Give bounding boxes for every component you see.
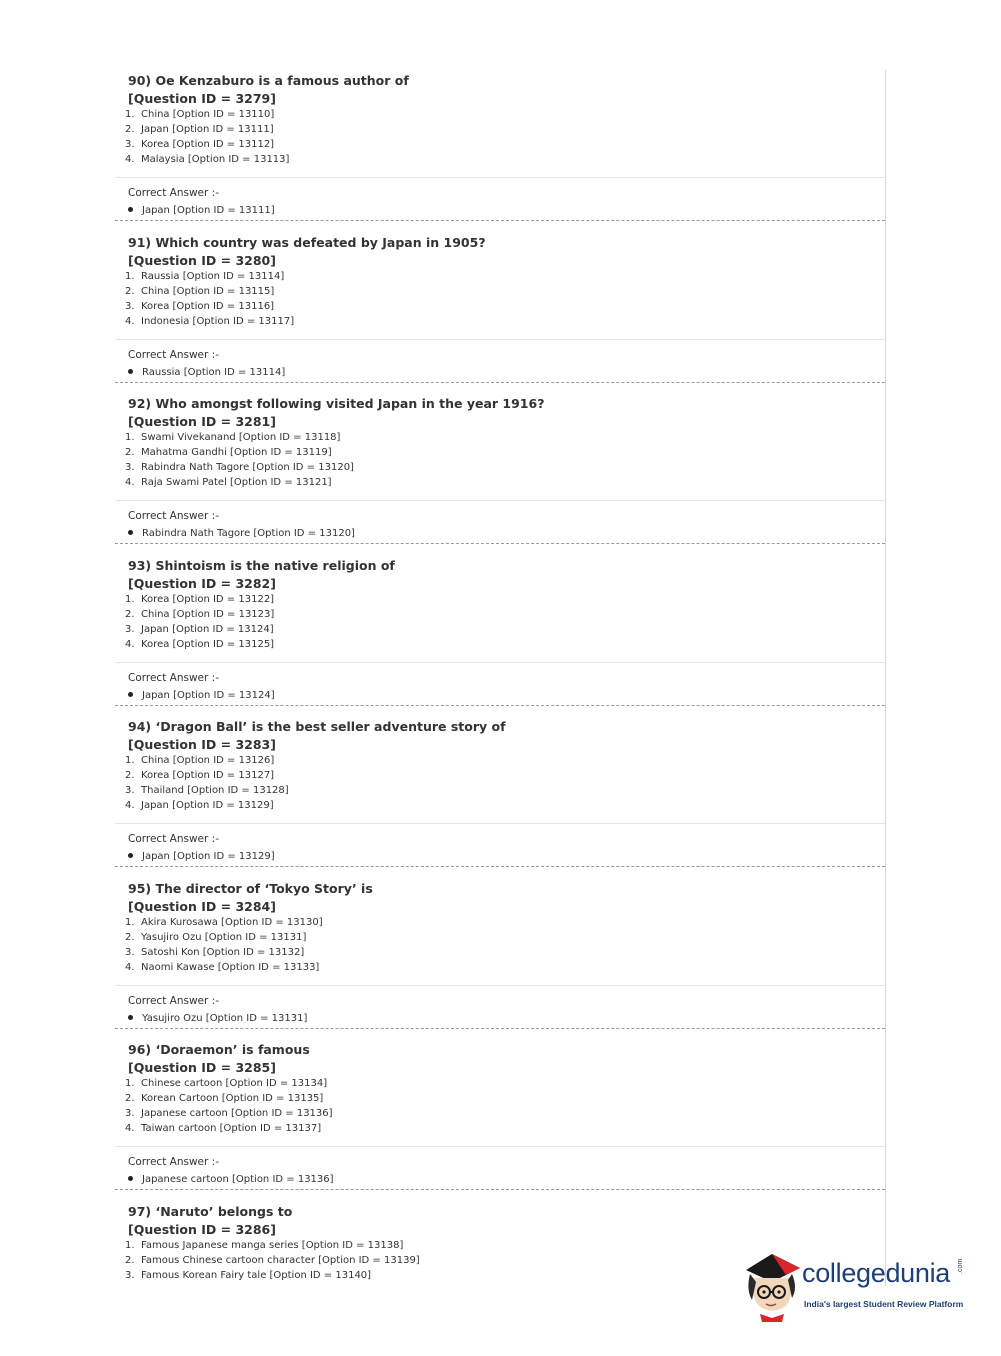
option-number: 2. [125,609,135,620]
option-text: Japan [Option ID = 13129] [141,800,274,811]
question-id: [Question ID = 3285] [128,1060,276,1075]
correct-answer-label: Correct Answer :- [128,349,219,361]
correct-answer-label: Correct Answer :- [128,995,219,1007]
question-separator [115,866,885,867]
option-number: 1. [125,1240,135,1251]
question-title: 97) ‘Naruto’ belongs to [128,1204,293,1219]
correct-answer-value [115,364,885,382]
option-text: China [Option ID = 13123] [141,609,275,620]
correct-answer-value [115,202,885,220]
option-number: 3. [125,1270,135,1281]
question-header [115,557,885,592]
option-item [115,930,885,945]
option-list [115,430,885,490]
question-block [115,880,885,1024]
option-list [115,269,885,329]
question-block [115,1041,885,1185]
question-header [115,234,885,269]
correct-answer-label: Correct Answer :- [128,672,219,684]
correct-answer-text: Japanese cartoon [Option ID = 13136] [142,1174,334,1185]
option-text: Korea [Option ID = 13122] [141,594,275,605]
option-item [115,122,885,137]
option-number: 3. [125,785,135,796]
question-separator [115,1028,885,1029]
option-text: Korea [Option ID = 13127] [141,770,275,781]
option-text: Swami Vivekanand [Option ID = 13118] [141,432,341,443]
option-number: 3. [125,624,135,635]
option-number: 2. [125,447,135,458]
question-id: [Question ID = 3283] [128,737,276,752]
option-item [115,152,885,167]
question-title: 93) Shintoism is the native religion of [128,558,395,573]
question-block [115,234,885,378]
question-separator [115,705,885,706]
question-id: [Question ID = 3280] [128,253,276,268]
option-number: 3. [125,462,135,473]
option-number: 1. [125,594,135,605]
option-text: Raussia [Option ID = 13114] [141,271,285,282]
option-item [115,798,885,813]
option-number: 3. [125,301,135,312]
option-item [115,768,885,783]
correct-answer-box [115,500,885,543]
question-id: [Question ID = 3282] [128,576,276,591]
option-text: Japan [Option ID = 13111] [141,124,274,135]
option-text: Indonesia [Option ID = 13117] [141,316,295,327]
question-block [115,395,885,539]
correct-answer-box [115,985,885,1028]
option-number: 4. [125,1123,135,1134]
option-number: 2. [125,286,135,297]
option-number: 2. [125,1093,135,1104]
correct-answer-text: Japan [Option ID = 13124] [142,690,275,701]
option-item [115,1076,885,1091]
correct-answer-label: Correct Answer :- [128,510,219,522]
option-text: Korea [Option ID = 13112] [141,139,275,150]
option-text: China [Option ID = 13126] [141,755,275,766]
correct-answer-box [115,339,885,382]
option-number: 4. [125,316,135,327]
option-item [115,430,885,445]
logo-tagline: India's largest Student Review Platform [804,1299,964,1309]
question-title: 91) Which country was defeated by Japan in 1905? [128,235,486,250]
correct-answer-box [115,177,885,220]
option-item [115,945,885,960]
option-list [115,1076,885,1136]
bullet-icon [128,853,133,858]
question-header [115,395,885,430]
question-id: [Question ID = 3286] [128,1222,276,1237]
option-text: Mahatma Gandhi [Option ID = 13119] [141,447,332,458]
question-separator [115,220,885,221]
question-title: 92) Who amongst following visited Japan in the year 1916? [128,396,545,411]
option-text: Korea [Option ID = 13116] [141,301,275,312]
option-text: Japanese cartoon [Option ID = 13136] [141,1108,333,1119]
question-separator [115,382,885,383]
option-text: Famous Chinese cartoon character [Option ID = 13139] [141,1255,420,1266]
option-text: Rabindra Nath Tagore [Option ID = 13120] [141,462,354,473]
question-title: 96) ‘Doraemon’ is famous [128,1042,310,1057]
option-text: Raja Swami Patel [Option ID = 13121] [141,477,332,488]
option-text: Naomi Kawase [Option ID = 13133] [141,962,320,973]
question-id: [Question ID = 3284] [128,899,276,914]
option-list [115,592,885,652]
question-block [115,72,885,216]
option-text: Japan [Option ID = 13124] [141,624,274,635]
option-item [115,960,885,975]
bullet-icon [128,530,133,535]
option-number: 3. [125,947,135,958]
option-number: 2. [125,770,135,781]
option-text: Thailand [Option ID = 13128] [141,785,289,796]
correct-answer-value [115,687,885,705]
question-header [115,880,885,915]
option-item [115,107,885,122]
option-text: Famous Japanese manga series [Option ID = 13138] [141,1240,404,1251]
option-text: China [Option ID = 13110] [141,109,275,120]
option-item [115,269,885,284]
option-number: 2. [125,932,135,943]
option-number: 2. [125,1255,135,1266]
correct-answer-box [115,1146,885,1189]
option-item [115,1121,885,1136]
option-item [115,753,885,768]
bullet-icon [128,1176,133,1181]
option-item [115,475,885,490]
option-item [115,622,885,637]
question-header [115,718,885,753]
option-item [115,284,885,299]
option-number: 1. [125,271,135,282]
option-text: Malaysia [Option ID = 13113] [141,154,290,165]
correct-answer-value [115,1010,885,1028]
correct-answer-text: Yasujiro Ozu [Option ID = 13131] [142,1013,308,1024]
option-item [115,314,885,329]
option-item [115,445,885,460]
question-id: [Question ID = 3279] [128,91,276,106]
question-title: 90) Oe Kenzaburo is a famous author of [128,73,409,88]
option-number: 1. [125,917,135,928]
correct-answer-value [115,525,885,543]
question-paper [115,70,886,1286]
option-number: 3. [125,139,135,150]
option-text: Korean Cartoon [Option ID = 13135] [141,1093,324,1104]
bullet-icon [128,1015,133,1020]
option-text: Chinese cartoon [Option ID = 13134] [141,1078,328,1089]
option-number: 1. [125,432,135,443]
option-item [115,915,885,930]
question-title: 94) ‘Dragon Ball’ is the best seller adventure story of [128,719,506,734]
correct-answer-label: Correct Answer :- [128,187,219,199]
option-number: 4. [125,154,135,165]
question-separator [115,1189,885,1190]
option-number: 4. [125,800,135,811]
option-list [115,107,885,167]
option-number: 1. [125,755,135,766]
option-number: 4. [125,477,135,488]
correct-answer-value [115,1171,885,1189]
option-text: China [Option ID = 13115] [141,286,275,297]
student-mascot-icon [742,1248,802,1322]
correct-answer-value [115,848,885,866]
option-number: 4. [125,962,135,973]
option-item [115,607,885,622]
question-title: 95) The director of ‘Tokyo Story’ is [128,881,373,896]
option-text: Korea [Option ID = 13125] [141,639,275,650]
correct-answer-text: Raussia [Option ID = 13114] [142,367,286,378]
option-number: 3. [125,1108,135,1119]
logo-wordmark: collegedunia [802,1258,951,1288]
option-list [115,753,885,813]
option-number: 2. [125,124,135,135]
correct-answer-label: Correct Answer :- [128,1156,219,1168]
correct-answer-label: Correct Answer :- [128,833,219,845]
correct-answer-box [115,662,885,705]
option-text: Yasujiro Ozu [Option ID = 13131] [141,932,307,943]
option-list [115,915,885,975]
question-block [115,718,885,862]
collegedunia-logo [742,1248,974,1322]
question-header [115,1041,885,1076]
question-header [115,72,885,107]
option-text: Famous Korean Fairy tale [Option ID = 13140] [141,1270,372,1281]
question-id: [Question ID = 3281] [128,414,276,429]
option-text: Akira Kurosawa [Option ID = 13130] [141,917,323,928]
logo-suffix: .com [957,1258,964,1274]
option-item [115,460,885,475]
option-number: 1. [125,109,135,120]
correct-answer-box [115,823,885,866]
option-item [115,1091,885,1106]
question-header [115,1203,885,1238]
correct-answer-text: Rabindra Nath Tagore [Option ID = 13120] [142,528,355,539]
option-number: 4. [125,639,135,650]
option-text: Satoshi Kon [Option ID = 13132] [141,947,305,958]
correct-answer-text: Japan [Option ID = 13129] [142,851,275,862]
bullet-icon [128,207,133,212]
option-item [115,637,885,652]
option-item [115,783,885,798]
option-item [115,137,885,152]
option-item [115,299,885,314]
option-item [115,1106,885,1121]
option-number: 1. [125,1078,135,1089]
bullet-icon [128,369,133,374]
question-separator [115,543,885,544]
bullet-icon [128,692,133,697]
correct-answer-text: Japan [Option ID = 13111] [142,205,275,216]
question-block [115,557,885,701]
option-text: Taiwan cartoon [Option ID = 13137] [141,1123,322,1134]
option-item [115,592,885,607]
